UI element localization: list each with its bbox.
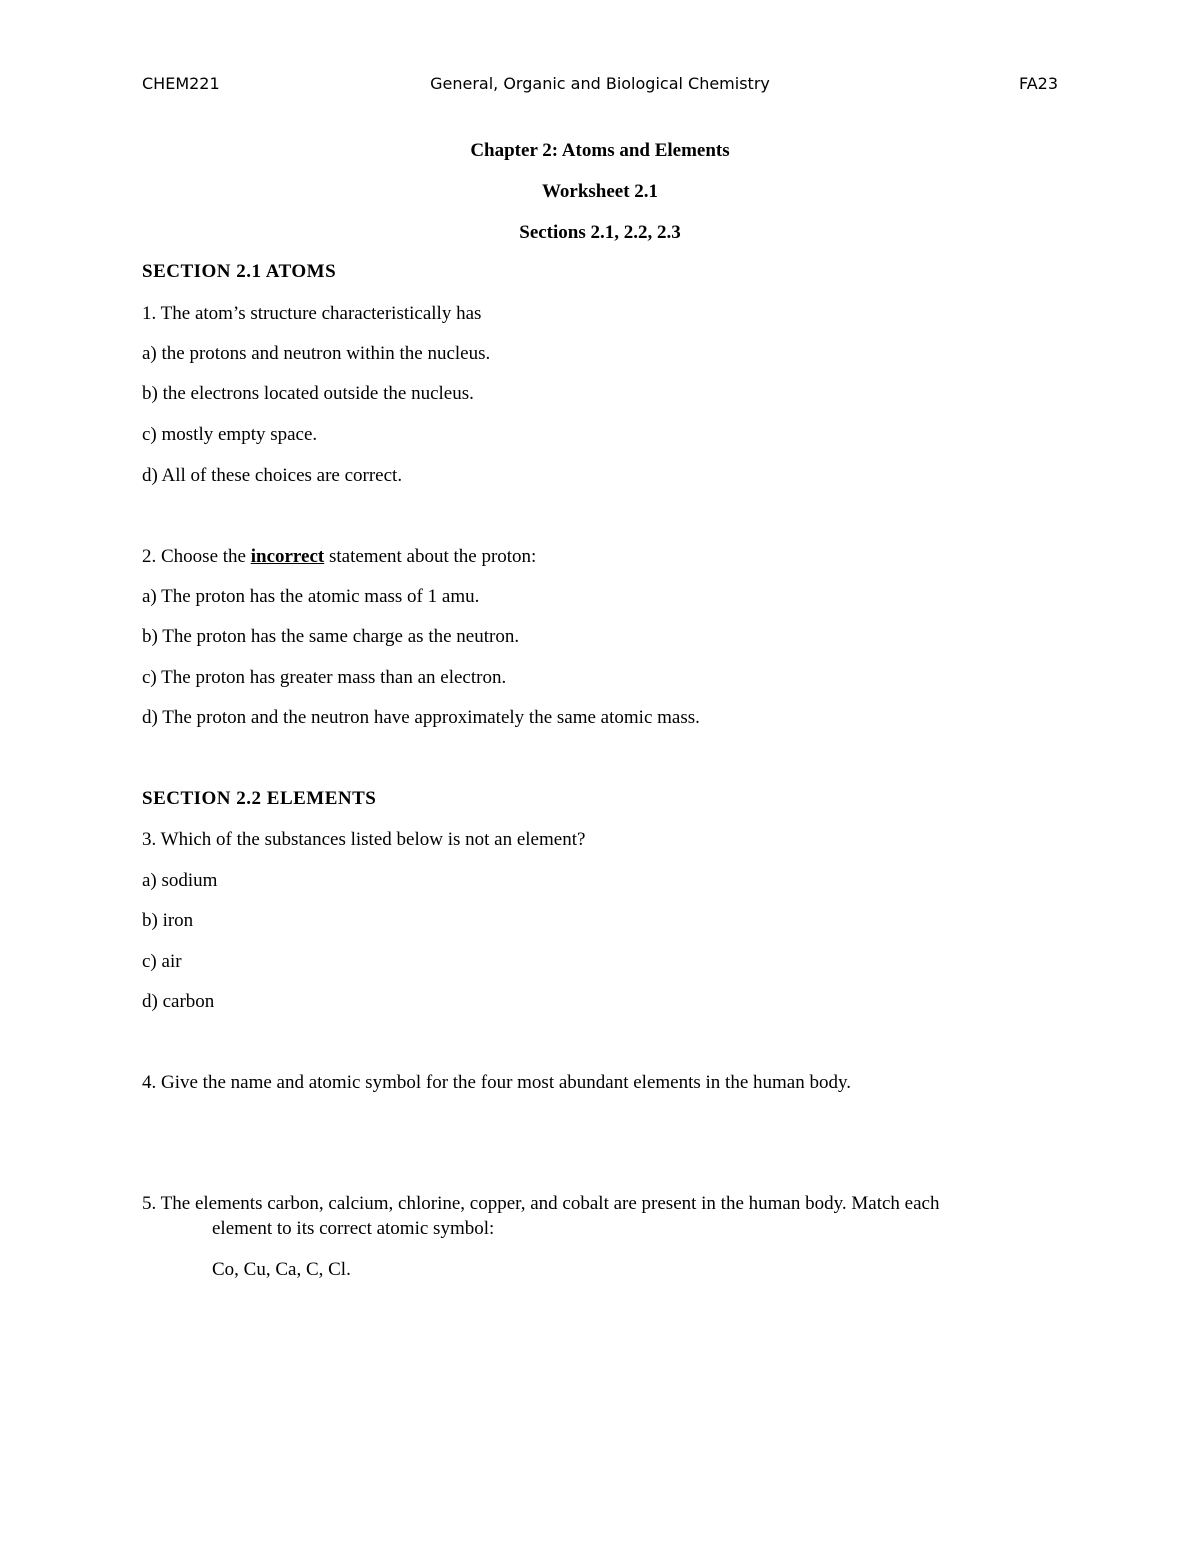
worksheet-title: Worksheet 2.1 bbox=[541, 181, 659, 202]
question-5-stem-line2: element to its correct atomic symbol: bbox=[212, 1218, 495, 1239]
course-title: General, Organic and Biological Chemistry bbox=[430, 74, 770, 93]
section-2-1-heading: SECTION 2.1 ATOMS bbox=[142, 261, 337, 282]
question-2-option-c: c) The proton has greater mass than an electron. bbox=[142, 667, 507, 688]
question-4-stem: 4. Give the name and atomic symbol for the four most abundant elements in the human body. bbox=[142, 1072, 851, 1093]
chapter-title: Chapter 2: Atoms and Elements bbox=[470, 140, 730, 161]
question-5-stem-line1: 5. The elements carbon, calcium, chlorine, copper, and cobalt are present in the human body. Match each bbox=[142, 1193, 940, 1214]
question-1-option-d: d) All of these choices are correct. bbox=[142, 465, 403, 486]
question-1-option-b: b) the electrons located outside the nucleus. bbox=[142, 383, 474, 404]
question-2-option-d: d) The proton and the neutron have approximately the same atomic mass. bbox=[142, 707, 700, 728]
term-code: FA23 bbox=[1018, 74, 1058, 93]
question-2-stem-before: 2. Choose the bbox=[142, 546, 251, 567]
question-2-stem bbox=[142, 546, 536, 568]
question-3-stem: 3. Which of the substances listed below is not an element? bbox=[142, 829, 586, 850]
question-2-option-b: b) The proton has the same charge as the neutron. bbox=[142, 626, 520, 647]
question-3-option-c: c) air bbox=[142, 951, 182, 972]
question-1-option-c: c) mostly empty space. bbox=[142, 424, 318, 445]
question-3-option-d: d) carbon bbox=[142, 991, 215, 1012]
sections-title: Sections 2.1, 2.2, 2.3 bbox=[519, 222, 681, 243]
question-1-option-a: a) the protons and neutron within the nucleus. bbox=[142, 343, 491, 364]
question-5-symbols: Co, Cu, Ca, C, Cl. bbox=[212, 1259, 351, 1280]
question-3-option-b: b) iron bbox=[142, 910, 194, 931]
question-2-stem-after: statement about the proton: bbox=[324, 546, 537, 567]
page-header bbox=[142, 74, 1058, 98]
course-code: CHEM221 bbox=[142, 74, 220, 93]
section-2-2-heading: SECTION 2.2 ELEMENTS bbox=[142, 788, 377, 809]
question-3-option-a: a) sodium bbox=[142, 870, 218, 891]
question-1-stem: 1. The atom’s structure characteristically has bbox=[142, 303, 482, 324]
question-2-emphasis: incorrect bbox=[250, 546, 325, 567]
question-2-option-a: a) The proton has the atomic mass of 1 amu. bbox=[142, 586, 480, 607]
